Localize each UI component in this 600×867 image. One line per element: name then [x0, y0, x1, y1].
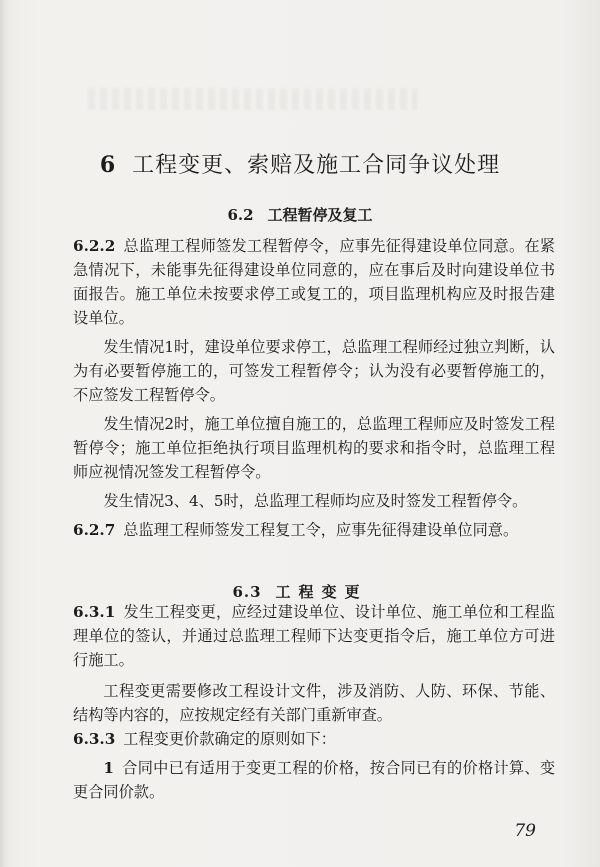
item-number: 1 [103, 759, 114, 777]
paragraph-case-3-4-5: 发生情况3、4、5时，总监理工程师均应及时签发工程暂停令。 [103, 492, 528, 510]
page-number: 79 [514, 821, 536, 841]
clause-6-2-2 [73, 234, 555, 330]
clause-number: 6.3.1 [73, 603, 116, 621]
clause-number: 6.2.7 [73, 521, 116, 539]
list-item-1 [73, 756, 555, 804]
clause-6-3-3 [73, 727, 555, 751]
body-text [73, 234, 555, 804]
section-title: 工程暂停及复工 [267, 206, 373, 224]
item-text: 合同中已有适用于变更工程的价格，按合同已有的价格计算、变更合同价款。 [73, 759, 555, 801]
clause-number: 6.2.2 [73, 237, 116, 255]
clause-number: 6.3.3 [73, 730, 116, 748]
clause-6-2-7 [73, 518, 555, 542]
clause-text: 发生工程变更，应经过建设单位、设计单位、施工单位和工程监理单位的签认，并通过总监理工程师下达变更指令后，施工单位方可进行施工。 [73, 603, 555, 669]
clause-6-3-1 [73, 600, 555, 672]
section-title: 工程变更 [275, 583, 368, 601]
chapter-heading [0, 148, 600, 179]
clause-text: 总监理工程师签发工程复工令，应事先征得建设单位同意。 [123, 521, 519, 539]
paragraph-case-1: 发生情况1时，建设单位要求停工，总监理工程师经过独立判断，认为有必要暂停施工的，可签发工程暂停令；认为没有必要暂停施工的，不应签发工程暂停令。 [73, 338, 555, 404]
section-heading-6-3 [0, 581, 600, 602]
section-number: 6.3 [232, 583, 262, 601]
section-heading-6-2 [0, 204, 600, 225]
paragraph-change-review: 工程变更需要修改工程设计文件，涉及消防、人防、环保、节能、结构等内容的，应按规定经有关部门重新审查。 [73, 682, 555, 724]
clause-text: 总监理工程师签发工程暂停令，应事先征得建设单位同意。在紧急情况下，未能事先征得建设单位同意的，应在事后及时向建设单位书面报告。施工单位未按要求停工或复工的，项目监理机构应及时报告建设单位。 [73, 237, 555, 327]
chapter-number: 6 [99, 152, 117, 178]
chapter-title: 工程变更、索赔及施工合同争议处理 [132, 153, 501, 178]
section-number: 6.2 [227, 206, 254, 224]
paragraph-case-2: 发生情况2时，施工单位擅自施工的，总监理工程师应及时签发工程暂停令；施工单位拒绝执行项目监理机构的要求和指令时，总监理工程师应视情况签发工程暂停令。 [73, 415, 555, 481]
clause-text: 工程变更价款确定的原则如下： [123, 730, 336, 748]
bleed-through-shadow [88, 88, 418, 110]
